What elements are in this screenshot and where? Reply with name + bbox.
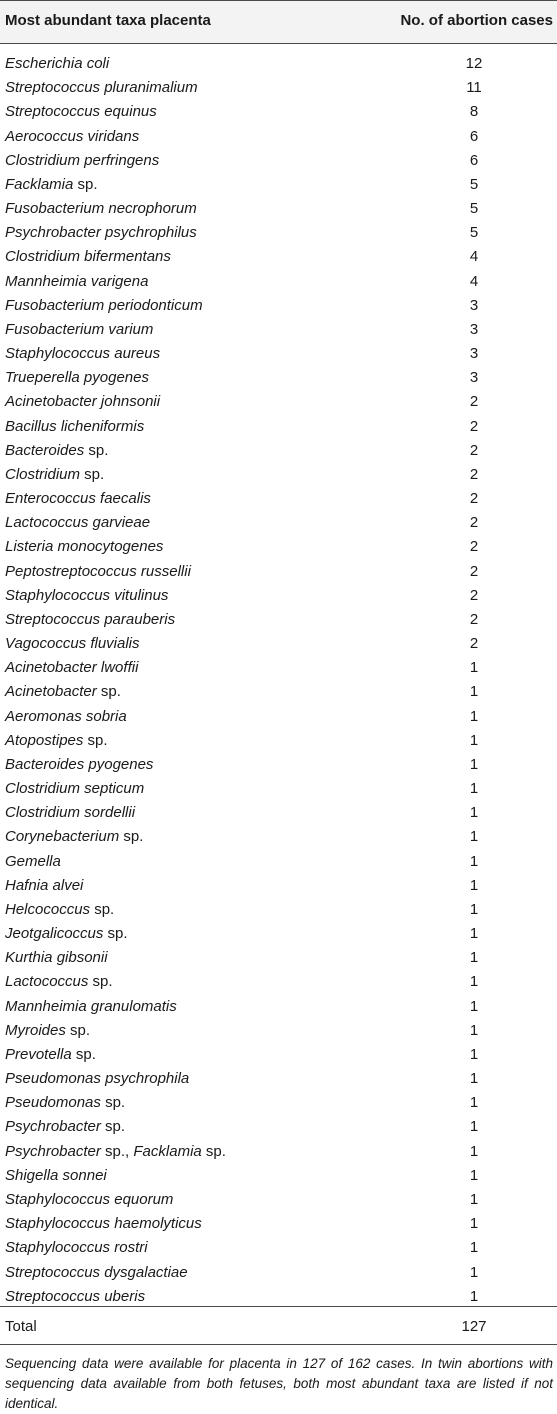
taxon-name [5, 538, 163, 555]
taxon-name-part: Shigella sonnei [5, 1166, 107, 1184]
case-count: 1 [469, 731, 479, 749]
taxon-name [5, 804, 135, 821]
taxon-name-part: sp. [96, 683, 121, 701]
taxon-name-part: sp. [100, 1094, 126, 1112]
taxon-name [5, 369, 149, 386]
case-count: 1 [469, 997, 479, 1015]
taxon-name [5, 732, 108, 749]
table-row [0, 850, 557, 874]
taxon-name [5, 901, 114, 918]
table-row [0, 415, 557, 439]
taxon-name-part: Staphylococcus aureus [5, 345, 161, 363]
taxon-name-part: sp. [84, 441, 109, 459]
total-label: Total [5, 1318, 37, 1335]
taxon-name-part: sp. [90, 900, 115, 918]
case-count: 2 [469, 417, 479, 435]
taxon-name [5, 828, 143, 845]
table-row [0, 318, 557, 342]
taxon-name-part: Myroides [5, 1021, 66, 1039]
total-value: 127 [461, 1318, 487, 1335]
table-row [0, 1140, 557, 1164]
table-row [0, 656, 557, 680]
case-count: 1 [469, 1118, 479, 1136]
case-count: 1 [469, 1263, 479, 1281]
column-header-taxa: Most abundant taxa placenta [5, 12, 211, 29]
case-count: 4 [469, 272, 479, 290]
taxon-name-part: Fusobacterium varium [5, 320, 154, 338]
table-row [0, 946, 557, 970]
table-row [0, 898, 557, 922]
case-count: 1 [469, 925, 479, 943]
taxon-name [5, 1239, 148, 1256]
taxon-name-part: Corynebacterium [5, 828, 120, 846]
taxon-name [5, 393, 160, 410]
taxon-name-part: Lactococcus garvieae [5, 514, 151, 532]
table-row [0, 729, 557, 753]
table-row [0, 245, 557, 269]
table-row [0, 995, 557, 1019]
taxon-name [5, 1118, 125, 1135]
table-row [0, 173, 557, 197]
case-count: 2 [469, 586, 479, 604]
table-footnote: Sequencing data were available for placenta in 127 of 162 cases. In twin abortions with sequencing data available from both fetuses, both most abundant taxa are listed if not identical. [5, 1356, 553, 1411]
taxon-name-part: sp. [201, 1142, 226, 1160]
case-count: 2 [469, 441, 479, 459]
table-row [0, 511, 557, 535]
case-count: 3 [469, 320, 479, 338]
taxon-name-part: Peptostreptococcus russellii [5, 562, 191, 580]
table-row [0, 221, 557, 245]
table-row [0, 1261, 557, 1285]
table-row [0, 874, 557, 898]
taxon-name-part: Atopostipes [5, 731, 84, 749]
taxon-name [5, 611, 175, 628]
table-row [0, 463, 557, 487]
case-count: 1 [469, 804, 479, 822]
table-row [0, 560, 557, 584]
taxon-name-part: sp. [103, 925, 128, 943]
taxon-name-part: Clostridium [5, 465, 81, 483]
taxon-name-part: Facklamia [5, 175, 74, 193]
taxon-name-part: Pseudomonas psychrophila [5, 1070, 190, 1088]
table-row [0, 1067, 557, 1091]
taxon-name-part: sp. [119, 828, 144, 846]
taxon-name [5, 877, 83, 894]
taxon-name [5, 224, 197, 241]
case-count: 1 [469, 1094, 479, 1112]
table-row [0, 100, 557, 124]
case-count: 1 [469, 876, 479, 894]
taxon-name [5, 128, 139, 145]
table-row [0, 705, 557, 729]
taxon-name-part: Acinetobacter johnsonii [5, 393, 161, 411]
taxon-name [5, 103, 157, 120]
table-row [0, 52, 557, 76]
case-count: 1 [469, 659, 479, 677]
case-count: 2 [469, 538, 479, 556]
taxon-name [5, 152, 159, 169]
taxon-name [5, 853, 61, 870]
table-row [0, 125, 557, 149]
taxon-name-part: Gemella [5, 852, 61, 870]
taxon-name-part: sp. [100, 1118, 126, 1136]
table-row [0, 1164, 557, 1188]
table-row [0, 801, 557, 825]
case-count: 1 [469, 707, 479, 725]
case-count: 11 [466, 79, 482, 97]
table-row [0, 753, 557, 777]
taxon-name-part: Mannheimia varigena [5, 272, 149, 290]
case-count: 1 [469, 755, 479, 773]
taxon-name-part: Prevotella [5, 1045, 72, 1063]
taxon-name-part: Acinetobacter [5, 683, 97, 701]
case-count: 1 [469, 1239, 479, 1257]
taxon-name-part: Staphylococcus vitulinus [5, 586, 169, 604]
taxon-name [5, 949, 108, 966]
table-row [0, 608, 557, 632]
taxon-name-part: Clostridium septicum [5, 780, 145, 798]
taxon-name [5, 200, 197, 217]
taxon-name [5, 55, 109, 72]
taxon-name [5, 1094, 125, 1111]
table-divider [0, 1306, 557, 1307]
case-count: 1 [469, 973, 479, 991]
taxon-name-part: Fusobacterium necrophorum [5, 200, 197, 218]
taxon-name-part: Psychrobacter [5, 1142, 101, 1160]
case-count: 5 [469, 175, 479, 193]
taxon-name-part: sp. [88, 973, 113, 991]
case-count: 1 [469, 1166, 479, 1184]
taxon-name [5, 297, 203, 314]
case-count: 1 [469, 900, 479, 918]
case-count: 1 [469, 1070, 479, 1088]
taxon-name [5, 1143, 226, 1160]
table-row [0, 1019, 557, 1043]
taxon-name-part: Listeria monocytogenes [5, 538, 164, 556]
taxon-name-part: Pseudomonas [5, 1094, 101, 1112]
column-header-cases: No. of abortion cases [400, 12, 553, 29]
taxon-name-part: Acinetobacter lwoffii [5, 659, 139, 677]
taxon-name-part: Streptococcus dysgalactiae [5, 1263, 188, 1281]
taxon-name [5, 442, 108, 459]
table-row [0, 390, 557, 414]
taxon-name [5, 1191, 173, 1208]
table-row [0, 1043, 557, 1067]
taxon-name [5, 176, 98, 193]
case-count: 1 [469, 1215, 479, 1233]
table-row [0, 270, 557, 294]
case-count: 1 [469, 1287, 479, 1305]
table-row [0, 342, 557, 366]
taxon-name [5, 490, 151, 507]
taxon-name [5, 514, 150, 531]
case-count: 1 [469, 1045, 479, 1063]
table-row [0, 777, 557, 801]
table-row [0, 1212, 557, 1236]
taxon-name [5, 756, 153, 773]
taxon-name [5, 418, 144, 435]
case-count: 3 [469, 296, 479, 314]
taxon-name-part: Staphylococcus equorum [5, 1190, 174, 1208]
table-row [0, 680, 557, 704]
taxon-name-part: Clostridium perfringens [5, 151, 160, 169]
table-row [0, 970, 557, 994]
table-row [0, 584, 557, 608]
taxon-name-part: Aeromonas sobria [5, 707, 127, 725]
taxon-name-part: sp. [71, 1045, 96, 1063]
table-row [0, 149, 557, 173]
case-count: 6 [469, 127, 479, 145]
taxon-name-part: Bacteroides pyogenes [5, 755, 154, 773]
taxon-name-part: Bacteroides [5, 441, 85, 459]
table-row [0, 825, 557, 849]
taxon-name-part: Lactococcus [5, 973, 89, 991]
taxon-name [5, 780, 144, 797]
taxon-name [5, 1022, 90, 1039]
table-bottom-rule [0, 1344, 557, 1345]
table-row [0, 535, 557, 559]
table-row [0, 197, 557, 221]
taxon-name-part: Hafnia alvei [5, 876, 84, 894]
table-row [0, 1115, 557, 1139]
table-row [0, 922, 557, 946]
taxon-name [5, 1264, 188, 1281]
taxon-name [5, 345, 160, 362]
taxon-name [5, 1070, 189, 1087]
taxon-name-part: Kurthia gibsonii [5, 949, 108, 967]
case-count: 1 [469, 1190, 479, 1208]
taxon-name [5, 587, 168, 604]
taxon-name [5, 1167, 107, 1184]
case-count: 5 [469, 224, 479, 242]
case-count: 1 [469, 852, 479, 870]
case-count: 8 [469, 103, 479, 121]
taxon-name-part: Staphylococcus haemolyticus [5, 1215, 202, 1233]
table-row [0, 1091, 557, 1115]
taxon-name-part: Vagococcus fluvialis [5, 635, 140, 653]
taxon-name-part: sp., [100, 1142, 134, 1160]
case-count: 1 [469, 1021, 479, 1039]
taxon-name-part: Aerococcus viridans [5, 127, 140, 145]
taxon-name-part: Streptococcus pluranimalium [5, 79, 198, 97]
taxon-name [5, 683, 121, 700]
taxon-name [5, 1046, 96, 1063]
case-count: 2 [469, 514, 479, 532]
table-row [0, 1236, 557, 1260]
case-count: 2 [469, 562, 479, 580]
case-count: 1 [469, 949, 479, 967]
table-row [0, 366, 557, 390]
case-count: 2 [469, 393, 479, 411]
taxon-name-part: Streptococcus equinus [5, 103, 157, 121]
taxon-name-part: Streptococcus uberis [5, 1287, 146, 1305]
case-count: 2 [469, 465, 479, 483]
taxon-name-part: Streptococcus parauberis [5, 610, 176, 628]
taxon-name-part: Jeotgalicoccus [5, 925, 104, 943]
case-count: 6 [469, 151, 479, 169]
taxon-name [5, 998, 177, 1015]
taxon-name [5, 635, 140, 652]
taxon-name [5, 248, 171, 265]
taxon-name-part: sp. [65, 1021, 91, 1039]
taxon-name-part: Trueperella pyogenes [5, 369, 149, 387]
taxon-name-part: Helcococcus [5, 900, 91, 918]
taxon-name [5, 466, 104, 483]
taxon-name-part: sp. [83, 731, 108, 749]
total-row [0, 1318, 557, 1340]
taxon-name-part: Bacillus licheniformis [5, 417, 145, 435]
taxon-name [5, 273, 148, 290]
taxon-name [5, 563, 191, 580]
taxon-name [5, 1215, 202, 1232]
case-count: 5 [469, 200, 479, 218]
case-count: 12 [465, 55, 483, 72]
taxon-name-part: Clostridium sordellii [5, 804, 136, 822]
table-row [0, 294, 557, 318]
taxon-name-part: Staphylococcus rostri [5, 1239, 148, 1257]
taxon-name-part: Escherichia coli [5, 55, 110, 72]
table-row [0, 487, 557, 511]
taxon-name [5, 1288, 145, 1305]
taxon-name-part: Enterococcus faecalis [5, 490, 151, 508]
taxon-name [5, 973, 113, 990]
taxon-name-part: Psychrobacter [5, 1118, 101, 1136]
taxon-name-part: Psychrobacter psychrophilus [5, 224, 197, 242]
table-row [0, 632, 557, 656]
case-count: 1 [469, 1142, 479, 1160]
table-row [0, 439, 557, 463]
case-count: 2 [469, 610, 479, 628]
taxon-name-part: Mannheimia granulomatis [5, 997, 177, 1015]
case-count: 2 [469, 635, 479, 653]
taxon-name-part: Clostridium bifermentans [5, 248, 171, 266]
taxon-name-part: Fusobacterium periodonticum [5, 296, 203, 314]
table-row [0, 1188, 557, 1212]
taxon-name-part: Facklamia [133, 1142, 202, 1160]
taxon-name-part: sp. [80, 465, 105, 483]
table-header [0, 0, 557, 44]
taxon-name [5, 659, 138, 676]
case-count: 1 [469, 683, 479, 701]
case-count: 1 [469, 780, 479, 798]
case-count: 1 [469, 828, 479, 846]
taxon-name [5, 708, 127, 725]
taxon-name [5, 925, 128, 942]
case-count: 3 [469, 369, 479, 387]
taxon-name-part: sp. [73, 175, 98, 193]
table-row [0, 76, 557, 100]
taxon-name [5, 79, 198, 96]
case-count: 3 [469, 345, 479, 363]
case-count: 2 [469, 490, 479, 508]
case-count: 4 [469, 248, 479, 266]
taxon-name [5, 321, 153, 338]
